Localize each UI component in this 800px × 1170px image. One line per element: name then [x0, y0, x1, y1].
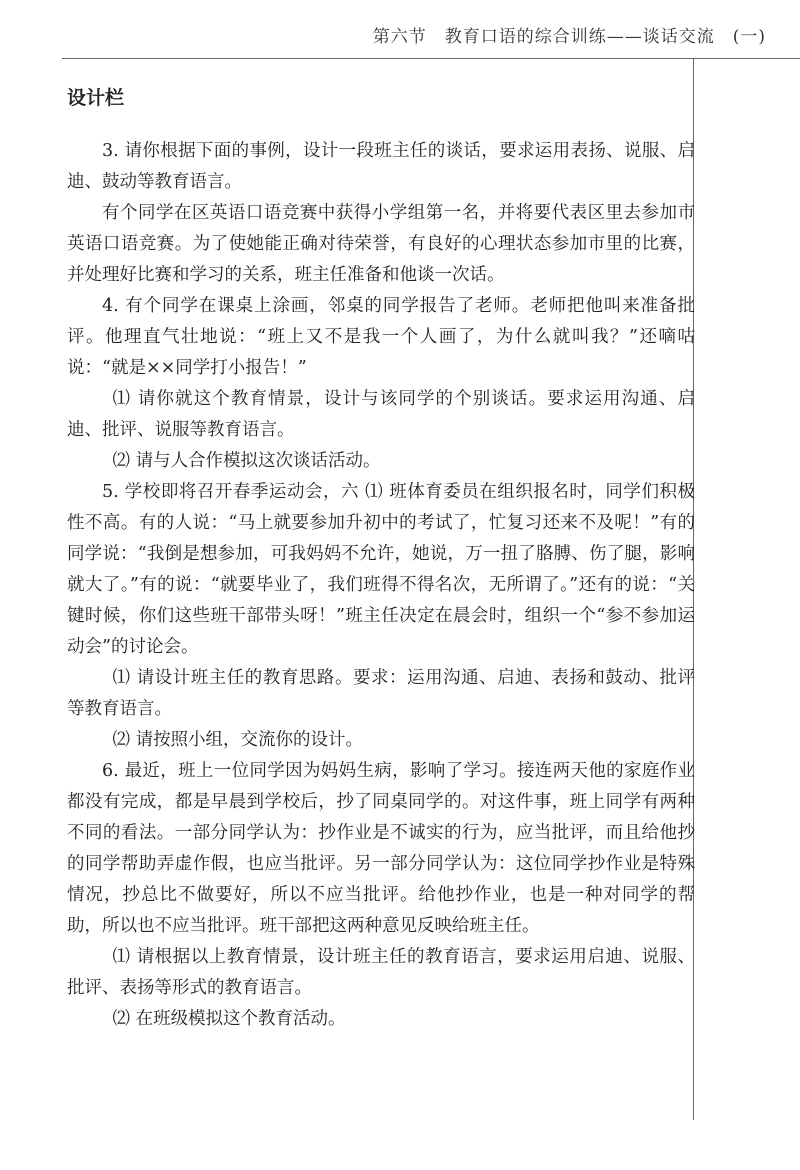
- exercise-3: 3. 请你根据下面的事例，设计一段班主任的谈话，要求运用表扬、说服、启迪、鼓动等教育语言。: [67, 141, 695, 192]
- exercise-6-task-2: ⑵ 在班级模拟这个教育活动。: [112, 1009, 346, 1029]
- exercise-5-task-1: ⑴ 请设计班主任的教育思路。要求：运用沟通、启迪、表扬和鼓动、批评等教育语言。: [67, 668, 695, 719]
- exercise-5-task-2: ⑵ 请按照小组，交流你的设计。: [112, 730, 364, 750]
- exercise-4: 4. 有个同学在课桌上涂画，邻桌的同学报告了老师。老师把他叫来准备批评。他理直气壮地说：“班上又不是我一个人画了，为什么就叫我？”还嘀咕说：“就是××同学打小报告！”: [67, 296, 695, 378]
- exercise-6: 6. 最近，班上一位同学因为妈妈生病，影响了学习。接连两天他的家庭作业都没有完成，都是早晨到学校后，抄了同桌同学的。对这件事，班上同学有两种不同的看法。一部分同学认为：抄作业是不诚实的行为，应当批评，而且给他抄的同学帮助弄虚作假，也应当批评。另一部分同学认为：这位同学抄作业是特殊情况，抄总比不做要好，所以不应当批评。给他抄作业，也是一种对同学的帮助，所以也不应当批评。班干部把这两种意见反映给班主任。: [67, 761, 695, 936]
- exercise-5: 5. 学校即将召开春季运动会，六 ⑴ 班体育委员在组织报名时，同学们积极性不高。有的人说：“马上就要参加升初中的考试了，忙复习还来不及呢！”有的同学说：“我倒是想参加，可我妈妈不允许，她说，万一扭了胳膊、伤了腿，影响就大了。”有的说：“就要毕业了，我们班得不得名次，无所谓了。”还有的说：“关键时候，你们这些班干部带头呀！”班主任决定在晨会时，组织一个“参不参加运动会”的讨论会。: [67, 482, 695, 657]
- running-header: 第六节 教育口语的综合训练——谈话交流 (一): [372, 27, 766, 47]
- exercise-6-task-1: ⑴ 请根据以上教育情景，设计班主任的教育语言，要求运用启迪、说服、批评、表扬等形式的教育语言。: [67, 947, 695, 998]
- exercise-4-task-2: ⑵ 请与人合作模拟这次谈话活动。: [112, 451, 381, 471]
- exercise-3-scenario: 有个同学在区英语口语竞赛中获得小学组第一名，并将要代表区里去参加市英语口语竞赛。为了使她能正确对待荣誉，有良好的心理状态参加市里的比赛，并处理好比赛和学习的关系，班主任准备和他谈一次话。: [67, 203, 695, 285]
- exercise-4-task-1: ⑴ 请你就这个教育情景，设计与该同学的个别谈话。要求运用沟通、启迪、批评、说服等教育语言。: [67, 389, 695, 440]
- page-content: [67, 82, 695, 1035]
- header-rule: [62, 58, 800, 59]
- section-title: 设计栏: [67, 87, 125, 109]
